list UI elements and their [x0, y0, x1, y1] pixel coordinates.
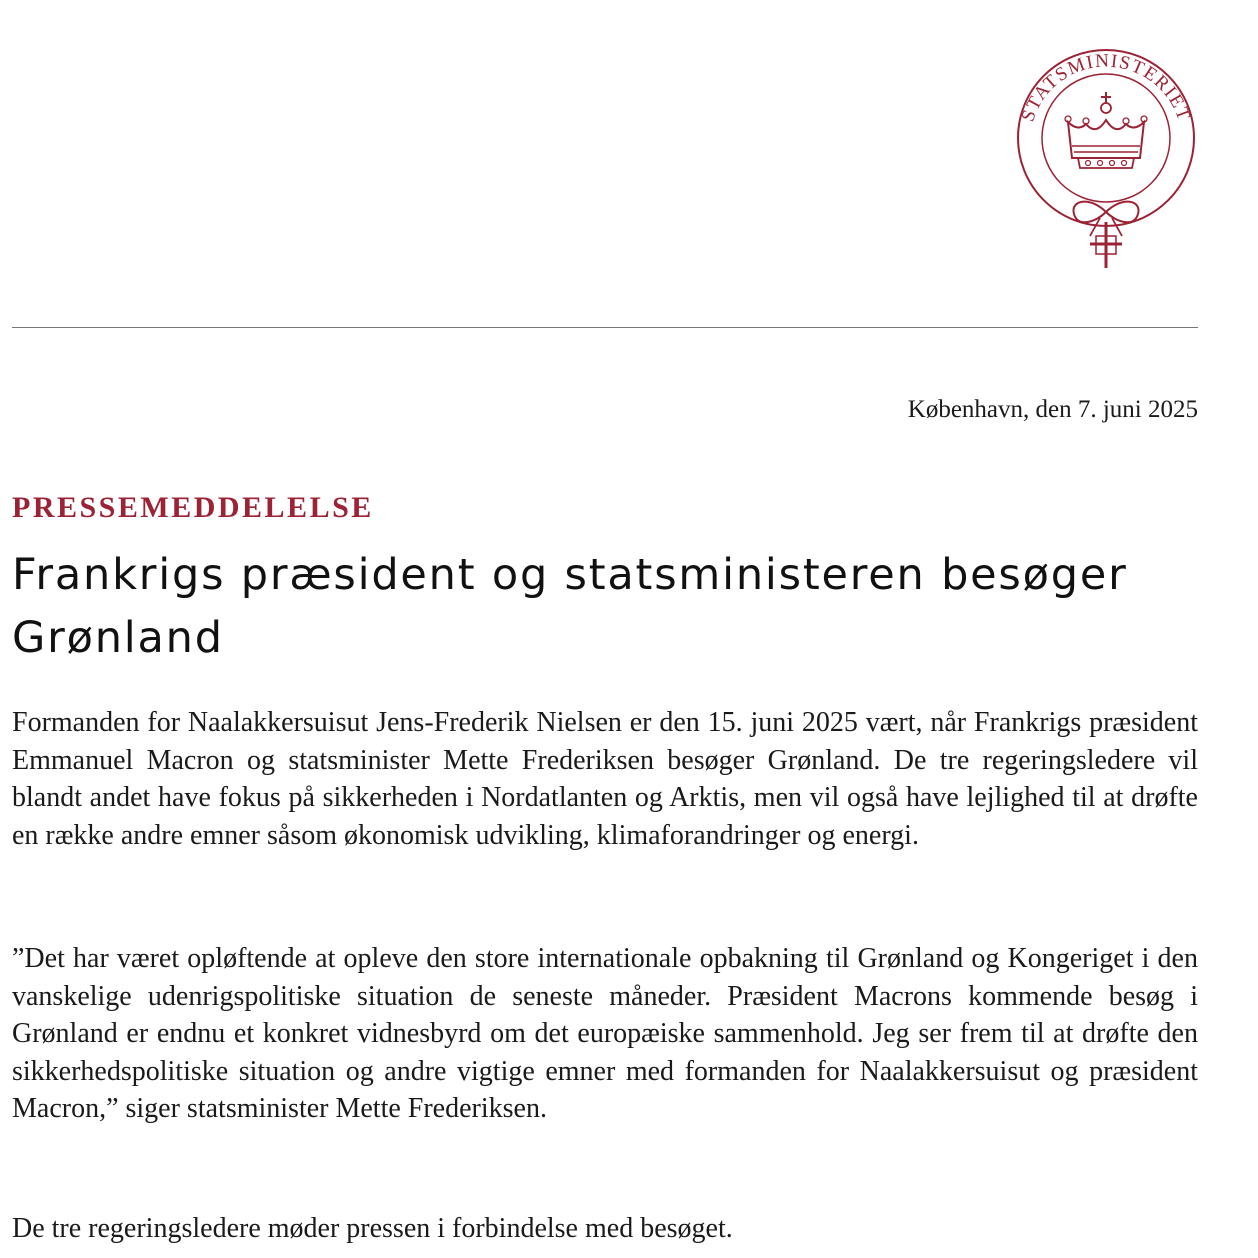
statsministeriet-seal-logo: [1008, 40, 1204, 272]
header-divider: [12, 327, 1198, 328]
seal-text: STATSMINISTERIET: [1017, 50, 1195, 125]
crown-seal-icon: [1008, 40, 1204, 272]
paragraph: Formanden for Naalakkersuisut Jens-Frederik Nielsen er den 15. juni 2025 vært, når Frankrigs præsident Emmanuel Macron og statsminister Mette Frederiksen besøger Grønland. De tre regeringsledere vil blandt andet have fokus på sikkerheden i Nordatlanten og Arktis, men vil også have lejlighed til at drøfte en række andre emner såsom økonomisk udvikling, klimaforandringer og energi.: [12, 707, 1198, 851]
quote-paragraph: ”Det har været opløftende at opleve den store internationale opbakning til Grønland og Kongeriget i den vanskelige udenrigspolitiske situation de seneste måneder. Præsident Macrons kommende besøg i Grønland er endnu et konkret vidnesbyrd om det europæiske sammenhold. Jeg ser frem til at drøfte den sikkerhedspolitiske situation og andre vigtige emner med formanden for Naalakkersuisut og præsident Macron,” siger statsminister Mette Frederiksen.: [12, 943, 1198, 1124]
document-type-label: PRESSEMEDDELELSE: [12, 491, 374, 524]
paragraph: De tre regeringsledere møder pressen i forbindelse med besøget.: [12, 1213, 733, 1244]
dateline: København, den 7. juni 2025: [907, 396, 1198, 423]
headline: Frankrigs præsident og statsministeren besøger Grønland: [12, 550, 1128, 663]
